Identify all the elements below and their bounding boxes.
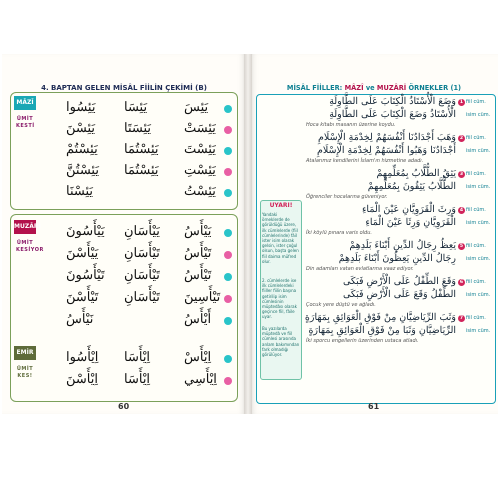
example-label bbox=[466, 220, 490, 226]
example-arabic: الْأُسْتَاذُ وَضَعَ الْكِتَابَ عَلَى الطَّاوِلَةِ bbox=[329, 109, 456, 120]
example-label bbox=[466, 328, 490, 334]
conjugation-form: يَيْأَسُونَ bbox=[66, 224, 105, 239]
conjugation-form: اِيْأَسَا bbox=[124, 350, 151, 365]
person-bullet-icon bbox=[224, 168, 232, 176]
example-label bbox=[458, 279, 486, 286]
example-number: 7 bbox=[459, 316, 464, 321]
left-page-title: 4. BAPTAN GELEN MİSÂL FİİLİN ÇEKİMİ (B) bbox=[41, 84, 207, 92]
example-number: 1 bbox=[459, 100, 464, 105]
left-page-number: 60 bbox=[118, 402, 130, 411]
example-arabic: الْقَرَوِيَّانِ وَرِثَا عَيْنَ الْمَاءِ bbox=[365, 217, 456, 228]
example-arabic: رِجَالُ الدِّينِ يَعِظُونَ أَبْنَاءَ بَلَدِهِمْ bbox=[338, 253, 456, 264]
conjugation-form: يَئِسُوا bbox=[66, 100, 96, 115]
conjugation-form: تَيْأَسْنَ bbox=[66, 290, 99, 305]
warning-text-1: Yandaki örneklerde de görüldüğü üzere, ilk cümlelerde (fiil cümlelerinde) fâil ister isim olarak gelsin, ister çoğul olsun, başta gelen fiil daima müfred olur. bbox=[262, 212, 299, 264]
example-label bbox=[458, 243, 486, 250]
right-page-number: 61 bbox=[368, 402, 380, 411]
section-head: MUZÂRİ bbox=[14, 220, 36, 234]
conjugation-form: اِيْأَسْنَ bbox=[66, 372, 98, 387]
example-number: 3 bbox=[459, 172, 464, 177]
person-bullet-icon bbox=[224, 251, 232, 259]
title-muzari: MUZÂRİ bbox=[376, 84, 407, 92]
conjugation-form: تَيْأَسَانِ bbox=[124, 268, 160, 283]
person-bullet-icon bbox=[224, 147, 232, 155]
section-meaning: ÜMİT KESİYOR bbox=[16, 240, 44, 253]
example-arabic: وَثَبَ الرِّيَاضِيَّانِ مِنْ فَوْقِ الْعَوَائِقِ بِمَهَارَةٍ bbox=[304, 312, 456, 323]
example-number: 5 bbox=[459, 244, 464, 249]
example-label bbox=[466, 292, 490, 298]
conjugation-form: يَئِسْتُمَا bbox=[124, 142, 159, 157]
example-arabic: يَثِقُ الطُّلَّابُ بِمُعَلِّمِهِمْ bbox=[376, 168, 456, 179]
warning-text-2: 2. cümlelerde ise ilk cümlelerdeki fiiller fiilin başına getirilip isim cümlesinin müptedâsı olarak geçince fiil, fâile uyar. bbox=[262, 278, 297, 320]
conjugation-form: يَيْأَسْنَ bbox=[66, 246, 99, 261]
example-arabic: يَعِظُ رِجَالُ الدِّينِ أَبْنَاءَ بَلَدِهِمْ bbox=[349, 240, 456, 251]
section-head: MÂZÎ bbox=[14, 96, 36, 110]
conjugation-form: يَئِسْنَا bbox=[66, 184, 94, 199]
example-label bbox=[458, 135, 486, 142]
conjugation-form: تَيْأَسُ bbox=[184, 246, 212, 261]
conjugation-form: اِيْأَسَا bbox=[124, 372, 151, 387]
example-tag: isim cüm. bbox=[466, 220, 491, 226]
example-arabic: أَجْدَادُنَا وَهَبُوا أَنْفُسَهُمْ لِخِدْمَةِ الْإِسْلَامِ bbox=[316, 145, 456, 156]
section-label-0 bbox=[14, 96, 36, 206]
example-tag: fiil cüm. bbox=[466, 171, 486, 177]
section-meaning: ÜMİT KESTİ bbox=[16, 116, 35, 129]
example-tag: isim cüm. bbox=[466, 328, 491, 334]
example-tag: fiil cüm. bbox=[466, 207, 486, 213]
example-number: 6 bbox=[459, 280, 464, 285]
right-page-title bbox=[256, 84, 492, 92]
person-bullet-icon bbox=[224, 126, 232, 134]
conjugation-form: يَئِسَا bbox=[124, 100, 148, 115]
example-label bbox=[458, 171, 486, 178]
conjugation-form: يَئِسْتُنَّ bbox=[66, 163, 99, 178]
book-spine bbox=[244, 54, 252, 414]
example-label bbox=[466, 256, 490, 262]
example-translation: Öğrenciler hocalarına güveniyor. bbox=[306, 194, 388, 200]
section-head: EMİR bbox=[14, 346, 36, 360]
conjugation-form: يَئِسْتُمْ bbox=[66, 142, 98, 157]
example-arabic: الطُّلَّابُ يَثِقُونَ بِمُعَلِّمِهِمْ bbox=[367, 181, 456, 192]
example-tag: fiil cüm. bbox=[466, 135, 486, 141]
example-arabic: الرِّيَاضِيَّانِ وَثَبَا مِنْ فَوْقِ الْعَوَائِقِ بِمَهَارَةٍ bbox=[308, 325, 456, 336]
person-bullet-icon bbox=[224, 273, 232, 281]
example-arabic: الطِّفْلُ وَقَعَ عَلَى الْأَرْضِ فَبَكَى bbox=[342, 289, 456, 300]
example-label bbox=[466, 112, 490, 118]
warning-title: UYARI! bbox=[269, 202, 293, 209]
section-label-2 bbox=[14, 346, 36, 398]
example-translation: Atalarımız kendilerini İslam'ın hizmetine adadı. bbox=[306, 158, 424, 164]
section-meaning: ÜMİT KES! bbox=[16, 366, 34, 379]
example-label bbox=[458, 99, 486, 106]
example-label bbox=[466, 148, 490, 154]
example-translation: Din adamları vatan evlatlarına vaaz ediyor. bbox=[306, 266, 414, 272]
conjugation-form: يَئِسْتَ bbox=[184, 142, 216, 157]
conjugation-form: اِيْأَسُوا bbox=[66, 350, 99, 365]
example-label bbox=[466, 184, 490, 190]
example-tag: fiil cüm. bbox=[466, 279, 486, 285]
title-suffix: ÖRNEKLER (1) bbox=[406, 84, 462, 92]
person-bullet-icon bbox=[224, 355, 232, 363]
example-number: 4 bbox=[459, 208, 464, 213]
example-tag: isim cüm. bbox=[466, 292, 491, 298]
person-bullet-icon bbox=[224, 189, 232, 197]
conjugation-form: تَيْأَسِينَ bbox=[184, 290, 221, 305]
conjugation-form: يَئِسَ bbox=[184, 100, 209, 115]
example-arabic: وَضَعَ الْأُسْتَاذُ الْكِتَابَ عَلَى الطَّاوِلَةِ bbox=[329, 96, 456, 107]
conjugation-form: تَيْأَسُونَ bbox=[66, 268, 105, 283]
example-tag: isim cüm. bbox=[466, 184, 491, 190]
person-bullet-icon bbox=[224, 229, 232, 237]
title-prefix: MİSÂL FİİLLER: bbox=[286, 84, 345, 92]
example-arabic: وَقَعَ الطِّفْلُ عَلَى الْأَرْضِ فَبَكَى bbox=[342, 276, 456, 287]
conjugation-form: يَئِسَتْ bbox=[184, 121, 216, 136]
conjugation-form: يَئِسْنَ bbox=[66, 121, 96, 136]
example-number: 2 bbox=[459, 136, 464, 141]
person-bullet-icon bbox=[224, 377, 232, 385]
example-arabic: وَهَبَ أَجْدَادُنَا أَنْفُسَهُمْ لِخِدْمَةِ الْإِسْلَامِ bbox=[318, 132, 456, 143]
example-tag: isim cüm. bbox=[466, 112, 491, 118]
conjugation-form: أَيْأَسُ bbox=[184, 312, 212, 327]
example-tag: fiil cüm. bbox=[466, 99, 486, 105]
example-tag: fiil cüm. bbox=[466, 243, 486, 249]
example-tag: fiil cüm. bbox=[466, 315, 486, 321]
person-bullet-icon bbox=[224, 105, 232, 113]
conjugation-form: اِيْأَسْ bbox=[184, 350, 212, 365]
conjugation-form: يَئِسَتَا bbox=[124, 121, 152, 136]
section-label-1 bbox=[14, 220, 44, 338]
example-tag: isim cüm. bbox=[466, 256, 491, 262]
warning-text-3: Bu yazılarda müptedâ ve fiil cümlesi arasında anlam bakımından fark olmadığı görülüyor. bbox=[262, 326, 300, 358]
example-label bbox=[458, 207, 486, 214]
conjugation-form: تَيْأَسُ bbox=[184, 268, 212, 283]
example-tag: isim cüm. bbox=[466, 148, 491, 154]
conjugation-form: يَئِسْتُمَا bbox=[124, 163, 159, 178]
example-label bbox=[458, 315, 486, 322]
title-mazi: MÂZÎ bbox=[344, 84, 364, 92]
conjugation-form: يَيْأَسَانِ bbox=[124, 224, 160, 239]
conjugation-form: اِيْأَسِي bbox=[184, 372, 217, 387]
example-translation: İki köylü pınara varis oldu. bbox=[306, 230, 372, 236]
conjugation-form: تَيْأَسَانِ bbox=[124, 246, 160, 261]
person-bullet-icon bbox=[224, 295, 232, 303]
conjugation-form: يَئِسْتُ bbox=[184, 184, 216, 199]
example-translation: Hoca kitabı masanın üzerine koydu. bbox=[306, 122, 396, 128]
title-mid: ve bbox=[363, 84, 377, 92]
person-bullet-icon bbox=[224, 317, 232, 325]
conjugation-form: تَيْأَسَانِ bbox=[124, 290, 160, 305]
example-arabic: وَرِثَ الْقَرَوِيَّانِ عَيْنَ الْمَاءِ bbox=[361, 204, 456, 215]
example-translation: Çocuk yere düştü ve ağladı. bbox=[306, 302, 376, 308]
example-translation: İki sporcu engellerin üzerinden ustaca atladı. bbox=[306, 338, 419, 344]
conjugation-form: نَيْأَسُ bbox=[66, 312, 94, 327]
conjugation-form: يَئِسْتِ bbox=[184, 163, 216, 178]
conjugation-form: يَيْأَسُ bbox=[184, 224, 212, 239]
